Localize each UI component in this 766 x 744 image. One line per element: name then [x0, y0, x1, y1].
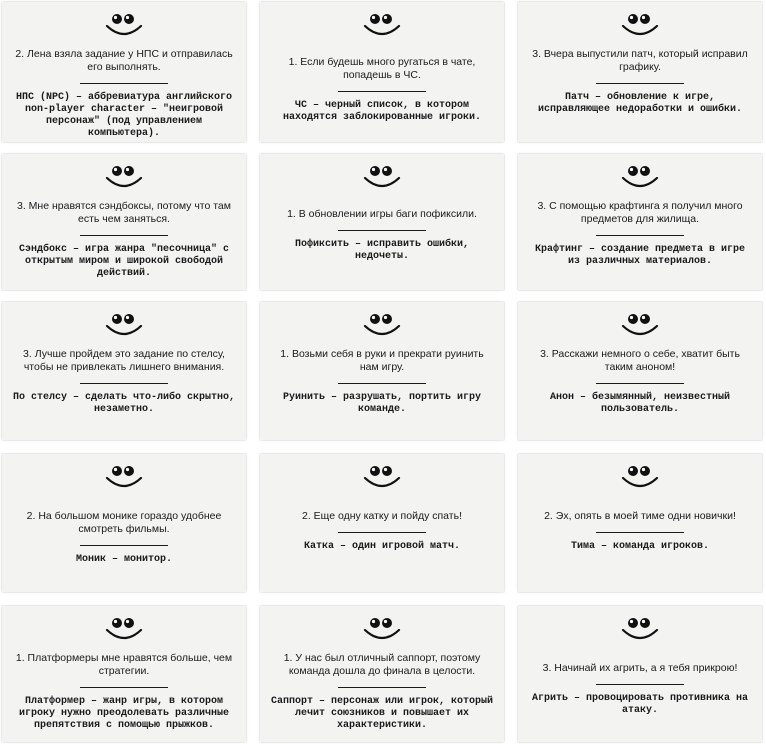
card-phrase: 2. Еще одну катку и пойду спать!	[302, 510, 462, 522]
smiley-face-icon	[360, 10, 404, 42]
smiley-face-icon	[102, 310, 146, 342]
card	[518, 302, 762, 440]
card	[2, 154, 246, 290]
smiley-face-icon	[102, 162, 146, 194]
smiley-face-icon	[102, 614, 146, 646]
divider	[338, 230, 426, 231]
card-phrase: 1. Если будешь много ругаться в чате, попадешь в ЧС.	[288, 56, 476, 81]
card-definition: Агрить – провоцировать противника на атаку.	[531, 693, 749, 716]
card-definition: Анон – безымянный, неизвестный пользователь.	[549, 392, 731, 415]
divider	[338, 383, 426, 384]
divider	[80, 83, 168, 84]
card-phrase: 2. На большом монике гораздо удобнее смотреть фильмы.	[26, 510, 222, 535]
divider	[80, 687, 168, 688]
card-definition: Катка – один игровой матч.	[303, 541, 461, 552]
smiley-face-icon	[360, 614, 404, 646]
smiley-face-icon	[618, 310, 662, 342]
card-definition: Пофиксить – исправить ошибки, недочеты.	[294, 239, 470, 262]
card	[260, 454, 504, 592]
card	[2, 606, 246, 742]
card-phrase: 3. Вчера выпустили патч, который исправил графику.	[532, 48, 748, 73]
card-definition: НПС (NPC) – аббревиатура английского non-player character – "неигровой персонаж" (под управлением компьютера).	[15, 92, 233, 139]
divider	[80, 545, 168, 546]
smiley-face-icon	[360, 462, 404, 494]
card-phrase: 1. Возьми себя в руки и прекрати руинить нам игру.	[280, 348, 484, 373]
card-definition: Саппорт – персонаж или игрок, который лечит союзников и повышает их характеристики.	[270, 696, 494, 731]
card-phrase: 2. Лена взяла задание у НПС и отправилась его выполнять.	[15, 48, 233, 73]
divider	[596, 383, 684, 384]
divider	[80, 383, 168, 384]
card	[260, 2, 504, 142]
card-definition: Крафтинг – создание предмета в игре из различных материалов.	[534, 244, 746, 267]
card	[2, 302, 246, 440]
divider	[596, 684, 684, 685]
smiley-face-icon	[618, 462, 662, 494]
card	[260, 302, 504, 440]
smiley-face-icon	[102, 462, 146, 494]
divider	[596, 532, 684, 533]
divider	[80, 235, 168, 236]
card-phrase: 3. Расскажи немного о себе, хватит быть таким аноном!	[540, 348, 740, 373]
card-phrase: 2. Эх, опять в моей тиме одни новички!	[544, 510, 736, 522]
card-phrase: 3. С помощью крафтинга я получил много предметов для жилища.	[537, 200, 743, 225]
card-phrase: 3. Начинай их агрить, а я тебя прикрою!	[542, 662, 738, 674]
card-definition: По стелсу – сделать что-либо скрытно, незаметно.	[12, 392, 236, 415]
card	[2, 454, 246, 592]
card-phrase: 3. Мне нравятся сэндбоксы, потому что там есть чем заняться.	[17, 200, 231, 225]
card-phrase: 1. У нас был отличный саппорт, поэтому команда дошла до финала в целости.	[283, 652, 481, 677]
card-phrase: 1. В обновлении игры баги пофиксили.	[287, 208, 477, 220]
card	[2, 2, 246, 142]
card	[518, 2, 762, 142]
card	[518, 454, 762, 592]
smiley-face-icon	[360, 310, 404, 342]
card-phrase: 3. Лучше пройдем это задание по стелсу, чтобы не привлекать лишнего внимания.	[23, 348, 225, 373]
divider	[338, 532, 426, 533]
smiley-face-icon	[618, 614, 662, 646]
divider	[338, 687, 426, 688]
card-definition: Сэндбокс – игра жанра "песочница" с открытым миром и широкой свободой действий.	[18, 244, 230, 279]
card-definition: Руинить – разрушать, портить игру команде.	[282, 392, 482, 415]
card	[260, 154, 504, 290]
card-definition: ЧС – черный список, в котором находятся заблокированные игроки.	[282, 100, 482, 123]
smiley-face-icon	[360, 162, 404, 194]
divider	[338, 91, 426, 92]
card-definition: Тима – команда игроков.	[570, 541, 710, 552]
smiley-face-icon	[618, 10, 662, 42]
card-definition: Патч – обновление к игре, исправляющее недоработки и ошибки.	[537, 92, 743, 115]
card	[518, 154, 762, 290]
card	[260, 606, 504, 742]
divider	[596, 235, 684, 236]
card	[518, 606, 762, 742]
divider	[596, 83, 684, 84]
smiley-face-icon	[618, 162, 662, 194]
card-definition: Платформер – жанр игры, в котором игроку нужно преодолевать различные препятствия с помощью прыжков.	[18, 696, 230, 731]
card-phrase: 1. Платформеры мне нравятся больше, чем стратегии.	[15, 652, 233, 677]
card-definition: Моник – монитор.	[75, 554, 172, 565]
smiley-face-icon	[102, 10, 146, 42]
